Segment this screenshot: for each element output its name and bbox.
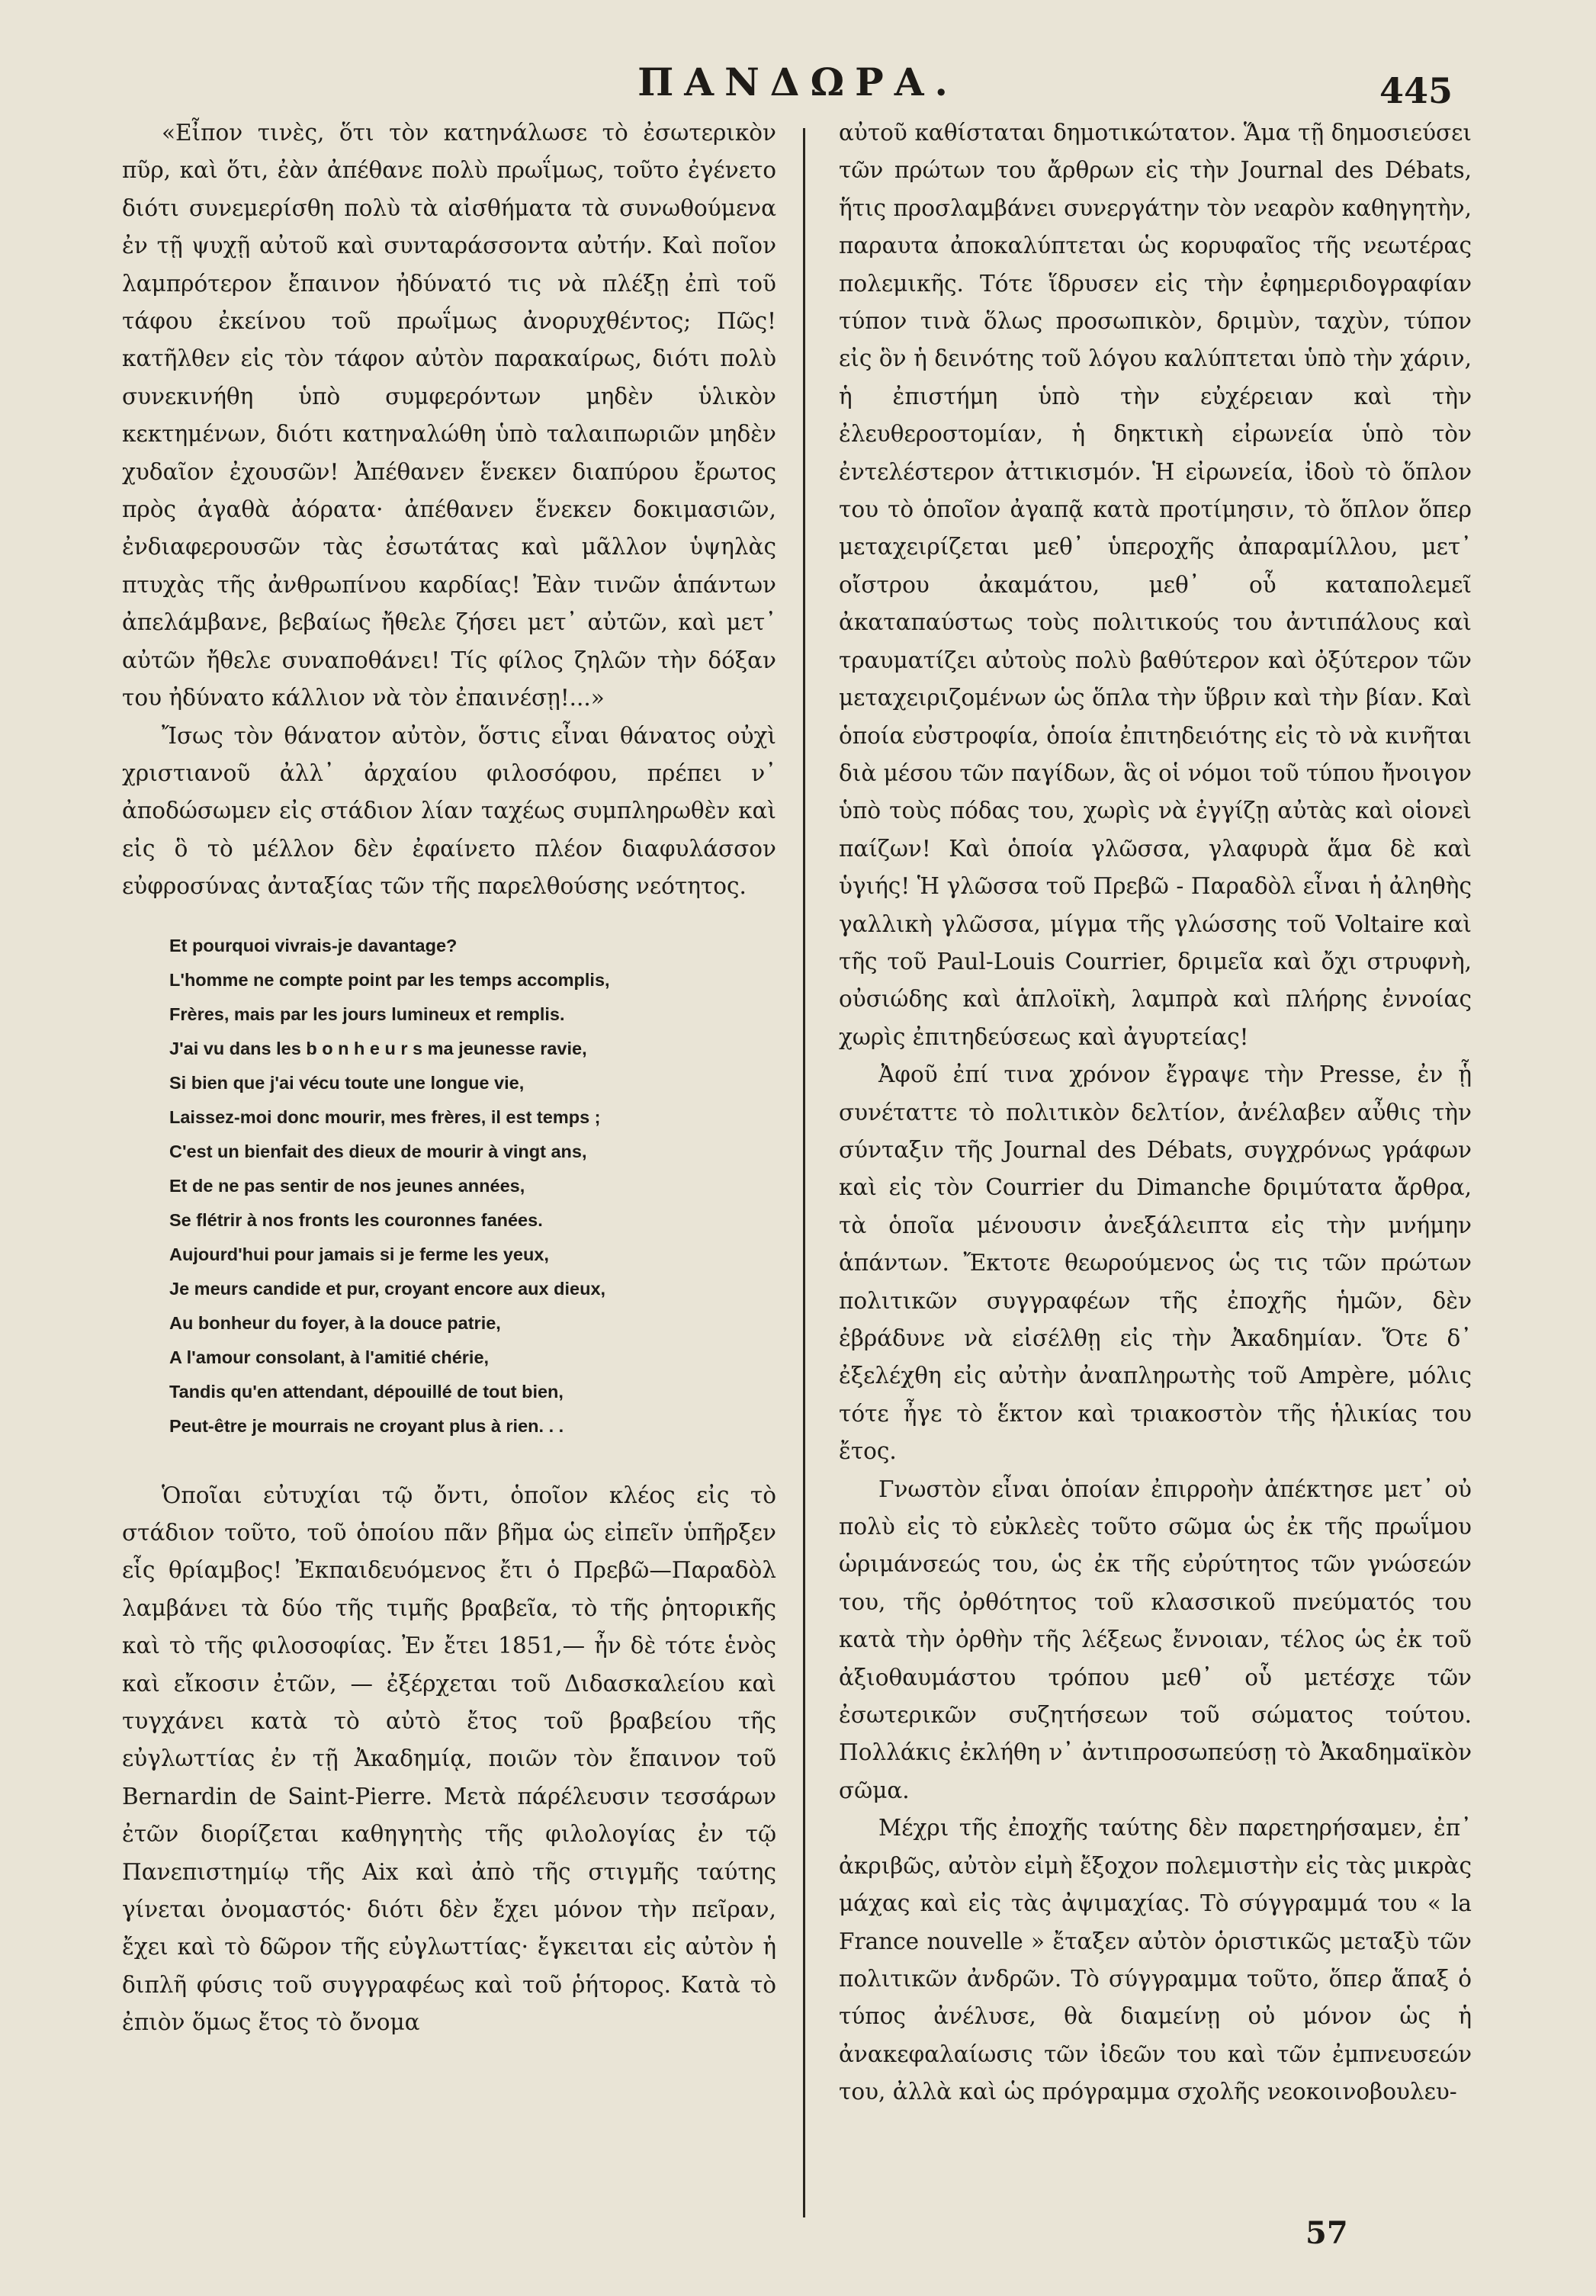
poem-line: Peut-être je mourrais ne croyant plus à rien. . . [169,1415,564,1436]
signature-mark: 57 [1305,2215,1348,2251]
page-number: 445 [1379,70,1453,111]
right-column [839,114,1472,2111]
poem-line: Si bien que j'ai vécu toute une longue vie, [169,1072,525,1093]
poem-line: Frères, mais par les jours lumineux et remplis. [169,1003,565,1024]
french-poem [169,929,776,1443]
running-title: ΠΑΝΔΩΡΑ. [637,59,959,104]
poem-line: C'est un bienfait des dieux de mourir à vingt ans, [169,1141,587,1161]
paragraph-presse: Ἀφοῦ ἐπί τινα χρόνον ἔγραψε τὴν Presse, ἐν ᾗ συνέταττε τὸ πολιτικὸν δελτίον, ἀνέλαβεν αὖθις τὴν σύνταξιν τῆς Journal des Débats, συγχρόνως γράφων καὶ εἰς τὸν Courrier du Dimanche δριμύτατα ἄρθρα, τὰ ὁποῖα μένουσιν ἀνεξάλειπτα εἰς τὴν μνήμην ἁπάντων. Ἔκτοτε θεωρούμενος ὡς τις τῶν πρώτων πολιτικῶν συγγραφέων τῆς ἐποχῆς ἡμῶν, δὲν ἐβράδυνε νὰ εἰσέλθῃ εἰς τὴν Ἀκαδημίαν. Ὅτε δ᾽ ἐξελέχθη εἰς αὐτὴν ἀναπληρωτὴς τοῦ Ampère, μόλις τότε ἦγε τὸ ἕκτον καὶ τριακοστὸν τῆς ἡλικίας του ἔτος. [839,1061,1472,1465]
poem-line: Tandis qu'en attendant, dépouillé de tout bien, [169,1381,564,1402]
column-divider [803,128,805,2217]
poem-line: J'ai vu dans les b o n h e u r s ma jeunesse ravie, [169,1038,587,1058]
poem-line: L'homme ne compte point par les temps accomplis, [169,969,610,990]
paragraph-academy: Γνωστὸν εἶναι ὁποίαν ἐπιρροὴν ἀπέκτησε μετ᾽ οὐ πολὺ εἰς τὸ εὐκλεὲς τοῦτο σῶμα ὡς ἐκ τῆς πρωΐμου ὡριμάνσεώς του, ὡς ἐκ τῆς εὐρύτητος τῶν γνώσεών του, τῆς ὀρθότητος τοῦ κλασσικοῦ πνεύματός του κατὰ τὴν ὀρθὴν τῆς λέξεως ἔννοιαν, τέλος ὡς ἐκ τοῦ ἀξιοθαυμάστου τρόπου μεθ᾽ οὗ μετέσχε τῶν ἐσωτερικῶν συζητήσεων τοῦ σώματος τούτου. Πολλάκις ἐκλήθη ν᾽ ἀντιπροσωπεύσῃ τὸ Ἀκαδημαϊκὸν σῶμα. [839,1476,1472,1803]
poem-line: Laissez-moi donc mourir, mes frères, il est temps ; [169,1106,601,1127]
paragraph-journalism: αὐτοῦ καθίσταται δημοτικώτατον. Ἅμα τῇ δημοσιεύσει τῶν πρώτων του ἄρθρων εἰς τὴν Journal des Débats, ἥτις προσλαμβάνει συνεργάτην τὸν νεαρὸν καθηγητὴν, παραυτα ἀποκαλύπτεται ὡς κορυφαῖος τῆς νεωτέρας πολεμικῆς. Τότε ἵδρυσεν εἰς τὴν ἐφημεριδογραφίαν τύπον τινὰ ὅλως προσωπικὸν, δριμὺν, ταχὺν, τύπον εἰς ὃν ἡ δεινότης τοῦ λόγου καλύπτεται ὑπὸ τὴν χάριν, ἡ ἐπιστήμη ὑπὸ τὴν εὐχέρειαν καὶ τὴν ἐλευθεροστομίαν, ἡ δηκτικὴ εἰρωνεία ὑπὸ τὸν ἐντελέστερον ἀττικισμόν. Ἡ εἰρωνεία, ἰδοὺ τὸ ὅπλον του τὸ ὁποῖον ἀγαπᾷ κατὰ προτίμησιν, τὸ ὅπλον ὅπερ μεταχειρίζεται μεθ᾽ ὑπεροχῆς ἀπαραμίλλου, μετ᾽ οἴστρου ἀκαμάτου, μεθ᾽ οὗ καταπολεμεῖ ἀκαταπαύστως τοὺς πολιτικούς του ἀντιπάλους καὶ τραυματίζει αὐτοὺς πολὺ βαθύτερον καὶ ὀξύτερον τῶν μεταχειριζομένων ὡς ὅπλα τὴν ὕβριν καὶ τὴν βίαν. Καὶ ὁποία εὐστροφία, ὁποία ἐπιτηδειότης εἰς τὸ νὰ κινῆται διὰ μέσου τῶν παγίδων, ἃς οἱ νόμοι τοῦ τύπου ἤνοιγον ὑπὸ τοὺς πόδας του, χωρὶς νὰ ἐγγίζῃ αὐτὰς καὶ οἱονεὶ παίζων! Καὶ ὁποία γλῶσσα, γλαφυρὰ ἅμα δὲ καὶ ὑγιής! Ἡ γλῶσσα τοῦ Πρεβῶ - Παραδὸλ εἶναι ἡ ἀληθὴς γαλλικὴ γλῶσσα, μίγμα τῆς γλώσσης τοῦ Voltaire καὶ τῆς τοῦ Paul-Louis Courrier, δριμεῖα καὶ ὄχι στρυφνὴ, οὐσιώδης καὶ ἁπλοϊκὴ, λαμπρὰ καὶ πλήρης ἐννοίας χωρὶς ἐπιτηδεύσεως καὶ ἀγυρτείας! [839,120,1472,1050]
poem-line: Aujourd'hui pour jamais si je ferme les yeux, [169,1244,549,1264]
poem-line: Et de ne pas sentir de nos jeunes années, [169,1175,525,1196]
left-column [122,114,776,2042]
paragraph-france-nouvelle: Μέχρι τῆς ἐποχῆς ταύτης δὲν παρετηρήσαμεν, ἐπ᾽ ἀκριβῶς, αὐτὸν εἰμὴ ἔξοχον πολεμιστὴν εἰς τὰς μικρὰς μάχας καὶ εἰς τὰς ἀψιμαχίας. Τὸ σύγγραμμά του « la France nouvelle » ἔταξεν αὐτὸν ὁριστικῶς μεταξὺ τῶν πολιτικῶν ἀνδρῶν. Τὸ σύγγραμμα τοῦτο, ὅπερ ἅπαξ ὁ τύπος ἀνέλυσε, θὰ διαμείνῃ οὐ μόνον ὡς ἡ ἀνακεφαλαίωσις τῶν ἰδεῶν του καὶ τῶν ἐμπνευσεών του, ἀλλὰ καὶ ὡς πρόγραμμα σχολῆς νεοκοινοβουλευ- [839,1815,1472,2105]
poem-line: Et pourquoi vivrais-je davantage? [169,935,458,955]
poem-line: A l'amour consolant, à l'amitié chérie, [169,1347,490,1367]
paragraph-career: Ὁποῖαι εὐτυχίαι τῷ ὄντι, ὁποῖον κλέος εἰς τὸ στάδιον τοῦτο, τοῦ ὁποίου πᾶν βῆμα ὡς εἰπεῖν ὑπῆρξεν εἷς θρίαμβος! Ἐκπαιδευόμενος ἔτι ὁ Πρεβῶ—Παραδὸλ λαμβάνει τὰ δύο τῆς τιμῆς βραβεῖα, τὸ τῆς ῥητορικῆς καὶ τὸ τῆς φιλοσοφίας. Ἐν ἔτει 1851,— ἦν δὲ τότε ἑνὸς καὶ εἴκοσιν ἐτῶν, — ἐξέρχεται τοῦ Διδασκαλείου καὶ τυγχάνει κατὰ τὸ αὐτὸ ἔτος τοῦ βραβείου τῆς εὐγλωττίας ἐν τῇ Ἀκαδημίᾳ, ποιῶν τὸν ἔπαινον τοῦ Bernardin de Saint-Pierre. Μετὰ πάρέλευσιν τεσσάρων ἐτῶν διορίζεται καθηγητὴς τῆς φιλολογίας ἐν τῷ Πανεπιστημίῳ τῆς Aix καὶ ἀπὸ τῆς στιγμῆς ταύτης γίνεται ὀνομαστός· διότι δὲν ἔχει μόνον τὴν πεῖραν, ἔχει καὶ τὸ δῶρον τῆς εὐγλωττίας· ἔγκειται εἰς αὐτὸν ἡ διπλῆ φύσις τοῦ συγγραφέως καὶ τοῦ ῥήτορος. Κατὰ τὸ ἐπιὸν ὅμως ἔτος τὸ ὄνομα [122,1482,776,2036]
paragraph-quote: «Εἶπον τινὲς, ὅτι τὸν κατηνάλωσε τὸ ἐσωτερικὸν πῦρ, καὶ ὅτι, ἐὰν ἀπέθανε πολὺ πρωΐμως, τοῦτο ἐγένετο διότι συνεμερίσθη πολὺ τὰ αἰσθήματα τὰ συνωθούμενα ἐν τῇ ψυχῇ αὐτοῦ καὶ συνταράσσοντα αὐτήν. Καὶ ποῖον λαμπρότερον ἔπαινον ἠδύνατό τις νὰ πλέξῃ ἐπὶ τοῦ τάφου ἐκείνου τοῦ πρωΐμως ἀνορυχθέντος; Πῶς! κατῆλθεν εἰς τὸν τάφον αὐτὸν παρακαίρως, διότι πολὺ συνεκινήθη ὑπὸ συμφερόντων μηδὲν ὑλικὸν κεκτημένων, διότι κατηναλώθη ὑπὸ ταλαιπωριῶν μηδὲν χυδαῖον ἐχουσῶν! Ἀπέθανεν ἕνεκεν διαπύρου ἔρωτος πρὸς ἀγαθὰ ἀόρατα· ἀπέθανεν ἕνεκεν δοκιμασιῶν, ἐνδιαφερουσῶν τὰς ἐσωτάτας καὶ μᾶλλον ὑψηλὰς πτυχὰς τῆς ἀνθρωπίνου καρδίας! Ἐὰν τινῶν ἁπάντων ἀπελάμβανε, βεβαίως ἤθελε ζήσει μετ᾽ αὐτῶν, καὶ μετ᾽ αὐτῶν ἤθελε συναποθάνει! Τίς φίλος ζηλῶν τὴν δόξαν του ἠδύνατο κάλλιον νὰ τὸν ἐπαινέσῃ!...» [122,120,776,711]
poem-line: Se flétrir à nos fronts les couronnes fanées. [169,1209,543,1230]
poem-line: Au bonheur du foyer, à la douce patrie, [169,1312,501,1333]
poem-line: Je meurs candide et pur, croyant encore aux dieux, [169,1278,606,1299]
paragraph-death: Ἴσως τὸν θάνατον αὐτὸν, ὅστις εἶναι θάνατος οὐχὶ χριστιανοῦ ἀλλ᾽ ἀρχαίου φιλοσόφου, πρέπει ν᾽ ἀποδώσωμεν εἰς στάδιον λίαν ταχέως συμπληρωθὲν καὶ εἰς ὃ τὸ μέλλον δὲν ἐφαίνετο πλέον διαφυλάσσον εὐφροσύνας ἀνταξίας τῶν τῆς παρελθούσης νεότητος. [122,722,776,900]
